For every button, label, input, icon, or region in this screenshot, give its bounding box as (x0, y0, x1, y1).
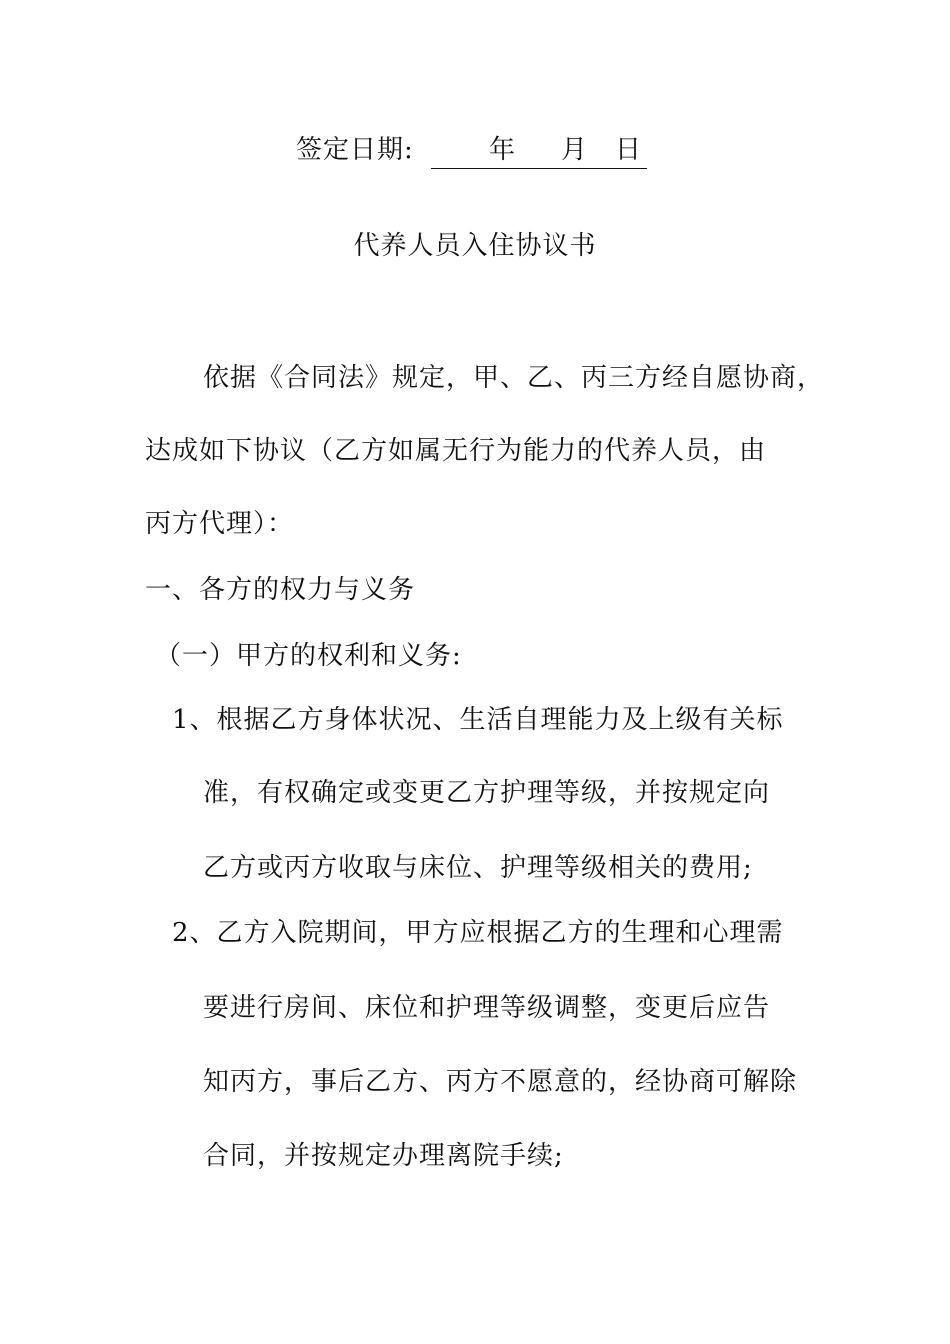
intro-line-2: 达成如下协议（乙方如属无行为能力的代养人员，由 (145, 436, 767, 466)
document-title: 代养人员入住协议书 (353, 231, 597, 261)
sign-date-label: 签定日期: (296, 135, 414, 165)
sign-date-line (296, 132, 647, 169)
subsection-heading: （一）甲方的权利和义务: (155, 641, 462, 671)
year-label: 年 (489, 135, 517, 165)
item-1-line-2: 准，有权确定或变更乙方护理等级，并按规定向 (203, 778, 771, 808)
intro-line-1: 依据《合同法》规定，甲、乙、丙三方经自愿协商， (203, 363, 825, 393)
item-2-line-2: 要进行房间、床位和护理等级调整，变更后应告 (203, 993, 771, 1023)
sign-date-blank[interactable] (431, 132, 647, 169)
section-heading: 一、各方的权力与义务 (145, 575, 416, 605)
intro-line-3: 丙方代理）： (145, 509, 295, 539)
item-1-line-3: 乙方或丙方收取与床位、护理等级相关的费用; (203, 853, 753, 883)
item-1-line-1: 1、根据乙方身体状况、生活自理能力及上级有关标 (172, 705, 784, 735)
item-2-line-1: 2、乙方入院期间，甲方应根据乙方的生理和心理需 (172, 918, 784, 948)
item-2-line-3: 知丙方，事后乙方、丙方不愿意的，经协商可解除 (203, 1067, 798, 1097)
day-label: 日 (615, 135, 643, 165)
item-2-line-4: 合同，并按规定办理离院手续; (203, 1141, 564, 1171)
month-label: 月 (561, 135, 589, 165)
